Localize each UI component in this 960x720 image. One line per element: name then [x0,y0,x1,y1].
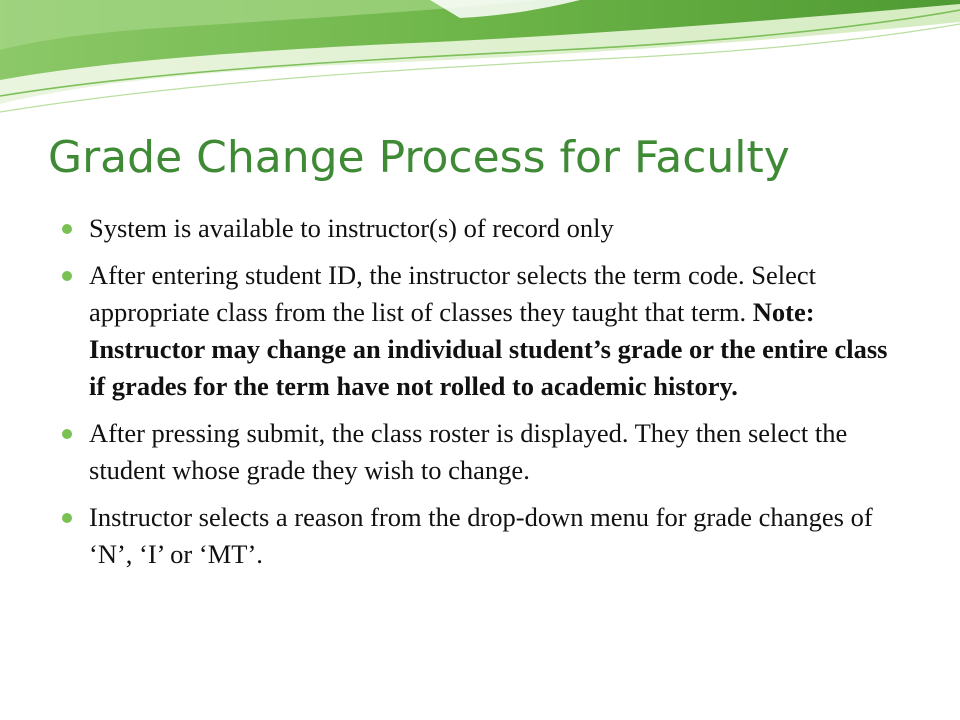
bullet-text: After pressing submit, the class roster is displayed. They then select the student whose grade they wish to change. [89,418,848,485]
bullet-item [62,499,902,573]
slide-title: Grade Change Process for Faculty [48,132,790,183]
decorative-swoosh [0,0,960,130]
bullet-dot-icon [62,429,72,439]
bullet-item [62,210,902,247]
bullet-dot-icon [62,513,72,523]
bullet-text: Instructor selects a reason from the drop-down menu for grade changes of ‘N’, ‘I’ or ‘MT’. [89,502,873,569]
bullet-list [62,210,902,583]
bullet-item [62,257,902,405]
bullet-dot-icon [62,271,72,281]
bullet-dot-icon [62,224,72,234]
bullet-note: Note: Instructor may change an individual student’s grade or the entire class if grades for the term have not rolled to academic history. [89,297,888,401]
bullet-text: System is available to instructor(s) of record only [89,213,614,243]
bullet-item [62,415,902,489]
bullet-text: After entering student ID, the instructor selects the term code. Select appropriate class from the list of classes they taught that term. [89,260,817,327]
